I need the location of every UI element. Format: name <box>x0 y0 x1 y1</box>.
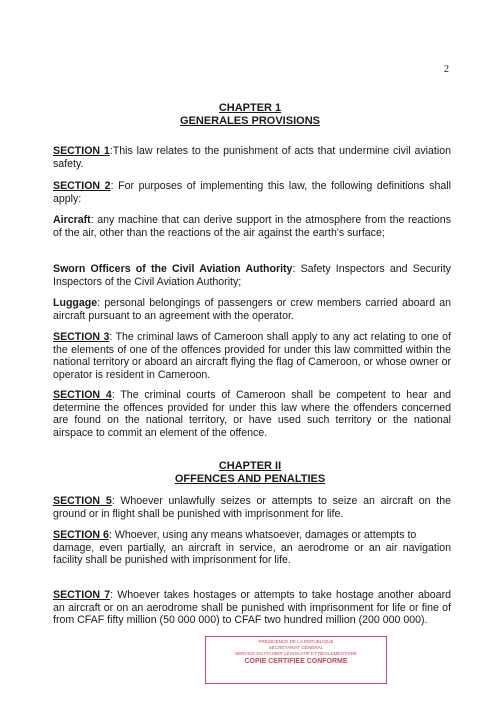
certification-stamp <box>205 636 387 684</box>
section-1-label: SECTION 1 <box>53 145 110 157</box>
chapter-1-subtitle: GENERALES PROVISIONS <box>180 115 320 127</box>
section-3-label: SECTION 3 <box>53 331 110 343</box>
definition-luggage <box>53 297 451 322</box>
section-4 <box>53 389 451 439</box>
chapter-2-heading <box>0 460 500 486</box>
section-7-label: SECTION 7 <box>53 589 111 601</box>
section-7-text: : Whoever takes hostages or attempts to take hostage another aboard an aircraft or on an aerodrome shall be punished with imprisonment for life or fine of from CFAF fifty million (50 000 000) to CFAF two hundred million (200 000 000). <box>53 589 451 627</box>
section-4-text: : The criminal courts of Cameroon shall be competent to hear and determine the offences provided for under this law where the offenders concerned are found on the national territory, or have used such territory or the national airspace to commit an element of the offence. <box>53 389 451 439</box>
stamp-line-2: SECRÉTARIAT GÉNÉRAL <box>268 645 324 650</box>
chapter-1-title: CHAPTER 1 <box>218 102 282 114</box>
section-3-text: : The criminal laws of Cameroon shall apply to any act relating to one of the elements of one of the offences provided for under this law committed within the national territory or aboard an aircraft flying the flag of Cameroon, or whose owner or operator is resident in Cameroon. <box>53 331 451 381</box>
section-6 <box>53 529 451 567</box>
section-7 <box>53 589 451 627</box>
definition-aircraft <box>53 214 451 239</box>
chapter-2-subtitle: OFFENCES AND PENALTIES <box>174 473 326 485</box>
definition-aircraft-term: Aircraft <box>53 214 91 226</box>
stamp-line-3: SERVICE DU FICHIER LÉGISLATIF ET RÉGLEMENTAIRE <box>235 651 357 656</box>
section-4-label: SECTION 4 <box>53 389 112 401</box>
chapter-1-heading <box>0 102 500 128</box>
definition-sworn-officers-term: Sworn Officers of the Civil Aviation Authority <box>53 263 293 275</box>
section-5-text: : Whoever unlawfully seizes or attempts to seize an aircraft on the ground or in flight shall be punished with imprisonment for life. <box>53 495 451 520</box>
section-6-text-1: : Whoever, using any means whatsoever, damages or attempts to <box>108 529 417 541</box>
section-1-text: :This law relates to the punishment of acts that undermine civil aviation safety. <box>53 145 451 170</box>
page-number: 2 <box>444 64 449 75</box>
definition-aircraft-text: : any machine that can derive support in the atmosphere from the reactions of the air, other than the reactions of the air against the earth's surface; <box>53 214 451 239</box>
section-5-label: SECTION 5 <box>53 495 112 507</box>
section-1 <box>53 145 451 170</box>
section-6-text-2: damage, even partially, an aircraft in service, an aerodrome or an air navigation facility shall be punished with imprisonment for life. <box>53 541 451 567</box>
stamp-line-1: PRÉSIDENCE DE LA RÉPUBLIQUE <box>258 639 334 644</box>
definition-luggage-term: Luggage <box>53 297 98 309</box>
chapter-2-title: CHAPTER II <box>218 460 282 472</box>
definition-sworn-officers <box>53 263 451 288</box>
definition-sworn-officers-text: : Safety Inspectors and Security Inspectors of the Civil Aviation Authority; <box>53 263 451 288</box>
section-6-label: SECTION 6 <box>53 529 109 541</box>
section-2-text: : For purposes of implementing this law, the following definitions shall apply: <box>53 180 451 205</box>
section-3 <box>53 331 451 381</box>
section-2 <box>53 180 451 205</box>
section-5 <box>53 495 451 520</box>
stamp-line-4: COPIE CERTIFIÉE CONFORME <box>244 658 348 665</box>
section-2-label: SECTION 2 <box>53 180 111 192</box>
definition-luggage-text: : personal belongings of passengers or crew members carried aboard an aircraft pursuant to an agreement with the operator. <box>53 297 451 322</box>
